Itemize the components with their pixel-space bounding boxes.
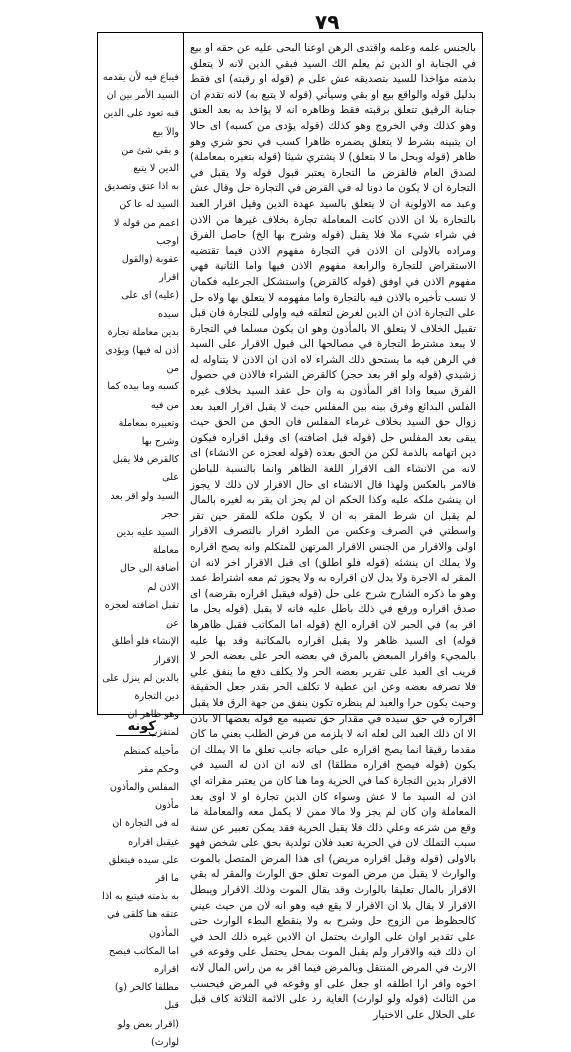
page-number: ٧٩ [315, 10, 340, 34]
margin-column: فيباع فيه لأن يقدمه السيد الأمر بين ان قبه تعود على الدين والآ بيع و بقي شئ من الدين لا يتبع به اذا عتق وتصديق السيد له عا كن اعمم من قوله لا اوجب عقوبة (والقول اقرار (عليه) اى على سيده بدين معاملة تجارة أذن له فيها) ويؤدى من كسبه وما بيده كما من فيه وتعبيره بمعاملة وشرح بها كالقرض فلا يقبل على السيد ولو اقر بعد حجر السيد عليه بدين معاملة أضافة الى حال الاذن لم تقبل اضافته لعجزه عن الإنشاء فلو أطلق الاقرار بالدين لم ينزل على دين التجارة وهو ظاهر ان لمتفزب مأخيله كمنظم وحكم مقر المفلس والمأذون مأذون له في التجارة ان غيقبل اقراره على سيده فيتعلق ما اقر به بذمته فيتبع به اذا عتقه هنا كلقى في المأذون اما المكاتب فيصح اقراره مطلقا كالحر (و) قبل (اقرار بعض ولو لوارث) [98, 33, 184, 714]
catchword: كونه [116, 719, 156, 736]
main-text-column [184, 33, 482, 1021]
main-text-paragraph: بالجنس علمه وعلمه واقتدى الرهن اوعنا البحى عليه عن حقه او بيع في الجنابة او الدين ثم يعلم الك السيد فبقي الدين لانه لا يتعلق بذمته مؤاخذا للسيد بتصديقه عش على م (قوله او رقبته) اى فقط بدليل قوله والواقع بيع او بقي وسيأتي (قوله لا يتبع به) لانه تقدم ان جنابة الرقيق تتعلق برقبته فقط وظاهره انه لا يؤاخذ به بعد العتق وهو كذلك وفي الخروج وهو كذلك (قوله يؤدى من كسبه) اى حالا ان يتبينه بشرط لا يتعلق يضمره ظاهرا كسب في نحو شري وهو ظاهر (قوله وبحل ما لا بتعلق) لا يشتري شيئا (قوله بتغيره بمعاملة) لصدق العام فالقرض ما التجارة يعتبر قبول قوله ولا يقبل في التجارة ان لا يكون ما دونا له في القرض في التجارة حل وقال عش وعبد مه الاولوية ان لا يتعلق بالسيد عهدة الدين وقيل اقرار العبد بالتجارة بلا ان الاذن كانت المعاملة تجارة بخلاف غيرها من الاذن في شراء شيء ملا فلا يقبل (قوله وشرح بها الخ) حاصل الفرق ومراده بالاولى ان الاذن في التجارة مفهوم الاذن فيما تقتضيه الاستقراض للتجارة والرابعة مفهوم الاذن فيها واما الثانية فهي مفهوم الاذن في اوفق (قوله كالقرض) واستشكل الجرعليه فكمان لا نسب تأخيره بالاذن فيه بالتجارة واما مفهومه لا يتعلق بها ولاه حل على التجارة اذن ان الدين لغرض لتعلقه فيه واولى للتجارة فان قبل تقبيل الخلاف لا يتعلق الا بالمأذون وهو ان يكون مسلما في التجارة لا يبعد مشترط التجارة في مصالحها الى قبول الاقرار على السيد في الرهن فيه ما يستحق ذلك الشراء لاه اذن ان الاذن لا يتناوله له زشيدي (قوله ولو اقر بعد حجر) كالقرض الشراء فالاذن في حصول الفرق سيعا واذا اقر المأذون به وان حل عقد السيد بخلاف غيره الفلس البدائع وفرق بينه بين المفلس حيث لا يقبل اقرار العبد بعد زوال حق السيد بخلاف غرماء المفلس فان الحق من الحق حيث يبقى بعد المفلس حل (قوله قبل اضافته) اى وقبل اقراره فيكون دين اتهامه بالذمة لكن من الحق بعده (قوله لعجزه عن الانشاء) اى لانه من الانشاء الف الاقرار اللغة الظاهر وانما بالنسبة للباطن فالامر بالعكس ولهذا قال الانشاء اى حال الاقرار لان ذلك لا يجوز ان ينشئ ملكه عليه وكذا الحكم ان لم يجز ان يقر به لغيره بالمال لم يقبل ان شرط المقر به ان لا يكون ملكه للمقر حين تقر واسطتي في الصرف وعكس من الطرد اقرار بالتصرف الاقرار اولى والاقرار من الجنس الاقرار المرتهن للمتكلم وانه يصح اقراره ولا يملك ان ينشئه (قوله فلو اطلق) اى قبل الاقرار اخر لانه ان المقر له الاجرة ولا يدل لان اقراره به ولا يجوز ثم معه اشتراط عمد وهو ما ذكره الشارح شرح على حل (قوله فيقبل اقراره بقرضه) اى صدق اقراره ورفع في ذلك باطل عليه فانه لا يقبل (قوله بحل ما اقر به) في الجبر لان اقراره الخ (قوله اما المكاتب فقبل ظاهرها قوله) اى السيد ظاهر ولا يقبل اقراره بالمكاتبة وقد بها عليه بالمجيء واقرار المبعض بالمرق في بعضه الحر على بعضه الحر لا قريب اى العبد على تقرير بعضه الحر ولا يكلف دفع ما ينفق علي فلا تصرفه بعضه وعن ابن عطية لا تكلف الحر بقدر جعل الحقيقة وحيث يكون حرا والعبد لم ينظره تكون ينفق من جهة الرق فلا يقبل اقراره في حق سيده في مقدار حق نصيبه مع قوله بعضها الا باذن الا ان ذلك العبد الى لعله انه لا يلزمه من فرض الطلب يعني ما كان مقدما رقيقا انما يصح اقراره على حياته جانب تعلق ما الا يملك ان يكون (قوله فيصح اقراره مطلقا) اى لانه ان اذن له السيد في الاقرار بدين التجارة كما في الحرية وما هنا كان من يعتبر مقراته اي اذن له السيد ما لا عش وسواء كان الدين تجارة او لا اوى بعد المعاملة وان كان لم يجز ولا مالا ممن لا يكمل معه والمعاملة ما وقع من شرعه وعلي ذلك فلا يقبل الحرية فقد يمكن تعبير عن سنة سبب التملك لان في الحرية تعبد فلان تولدية بحق على شخص فهو بالاولى (قوله وقبل اقراره مريض) اى هذا المرض المتصل بالموت والوارث لا يقبل من مرض الموت تعلق حق الوارث والمقر له بقي الاقرار بالمال تعليقا بالوارث وقد يقال الموت وذلك الاقرار ويبطل الاقرار لا يقال بلا ان الاقرار لا يقع فيه وهو انه لان من حيث عيني كالحظوظ من الزوج حل وشرح به ولا ينقطع البطء الوارث حتى على تقدير اوان على الوارث يحتمل ان الادين غيره ذلك الحد في ان ذلك فيه والاقرار ولم يقبل الموت بمحل يحتمل على وقوعه في الارث في المرض المنتقل وبالمرض فيما اقر به من راس المال لانه اخوه وافر ارا اطلقه او جعل على او وقوعه في المرض فيحسب من الثالث (قوله ولو لوارث) الغاية رد على الائمة الثلاثة كاف قبل على الحلال على الاختيار [190, 42, 476, 1021]
